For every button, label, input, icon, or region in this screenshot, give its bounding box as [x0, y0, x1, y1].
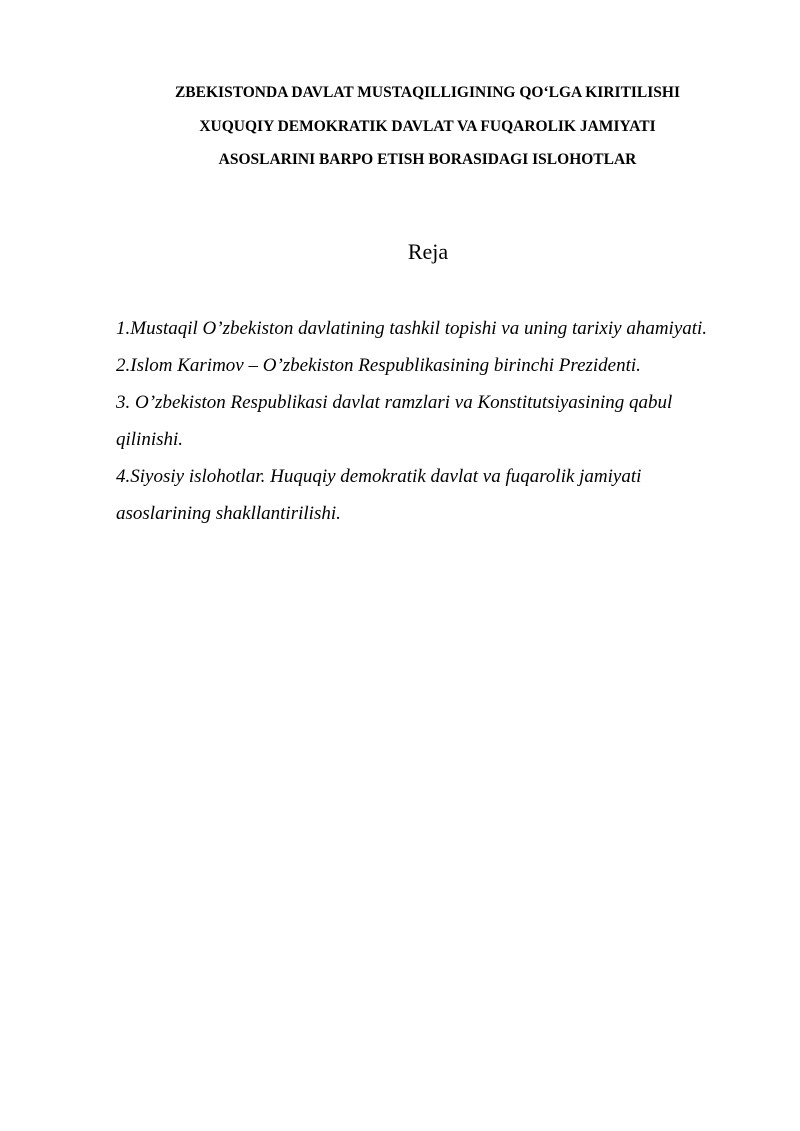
- plan-item-2: 2.Islom Karimov – O’zbekiston Respublikasining birinchi Prezidenti.: [116, 355, 641, 376]
- plan-list: [116, 310, 736, 532]
- plan-item-1: 1.Mustaqil O’zbekiston davlatining tashkil topishi va uning tarixiy ahamiyati.: [116, 318, 708, 339]
- title-line-1: ZBEKISTONDA DAVLAT MUSTAQILLIGINING QO‘LGA KIRITILISHI: [174, 84, 681, 101]
- plan-heading: Reja: [407, 239, 449, 264]
- document-title: [100, 76, 755, 177]
- plan-item-3: 3. O’zbekiston Respublikasi davlat ramzlari va Konstitutsiyasining qabul qilinishi.: [116, 392, 673, 450]
- plan-item-4: 4.Siyosiy islohotlar. Huquqiy demokratik davlat va fuqarolik jamiyati asoslarining shakllantirilishi.: [116, 466, 642, 524]
- title-line-3: ASOSLARINI BARPO ETISH BORASIDAGI ISLOHOTLAR: [218, 151, 637, 168]
- title-line-2: XUQUQIY DEMOKRATIK DAVLAT VA FUQAROLIK JAMIYATI: [199, 117, 656, 135]
